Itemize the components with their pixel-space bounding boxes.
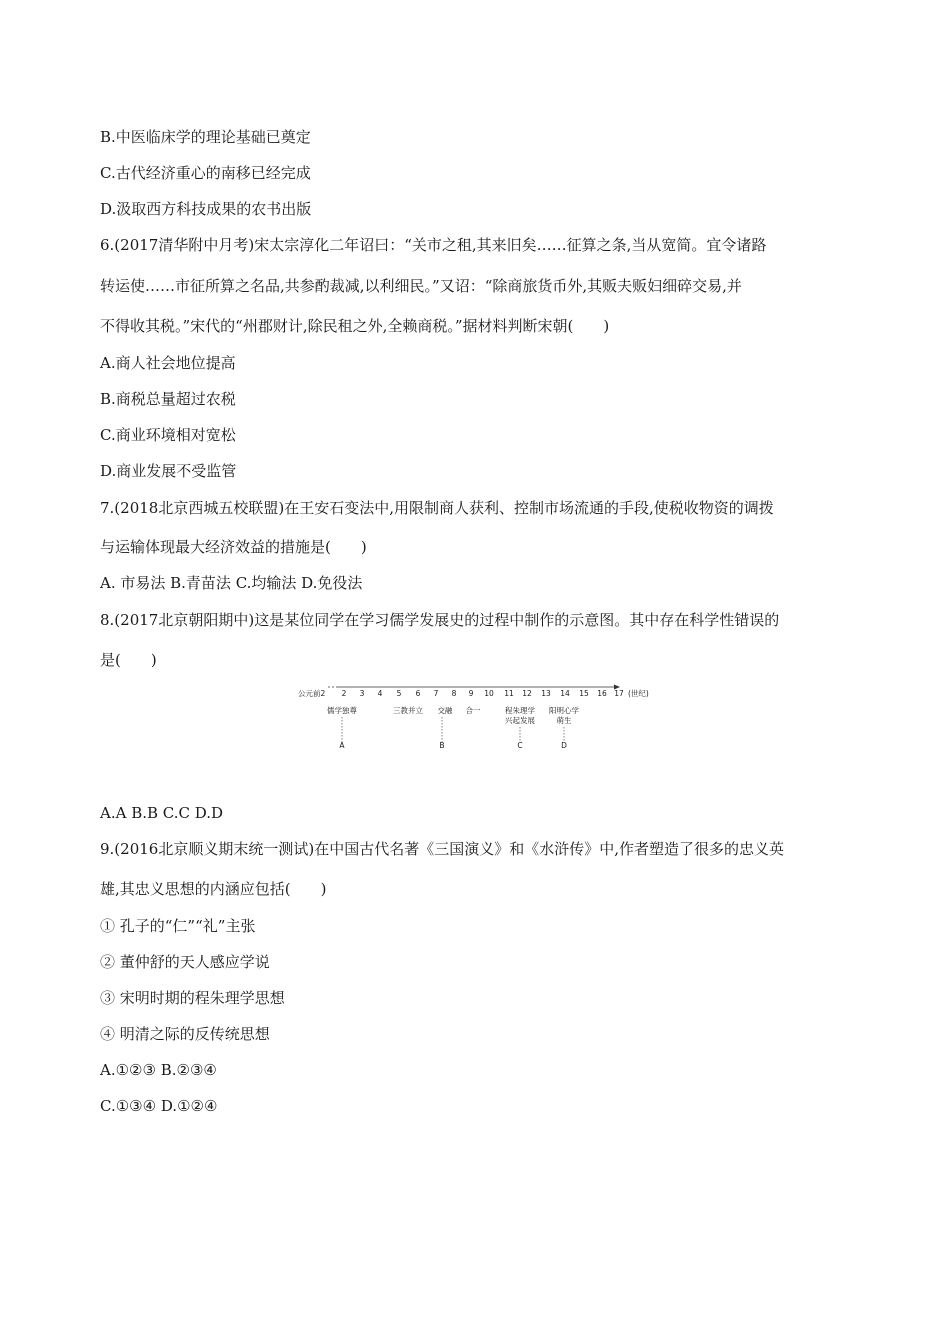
timeline-event-label: 合一 [465,706,481,715]
q6-stem-line-2: 转运使……市征所算之名品,共参酌裁减,以利细民。”又诏：“除商旅货币外,其贩夫贩妇细碎交易,并 [100,277,742,295]
q6-option-d: D.商业发展不受监管 [100,462,237,480]
q9-options-row-2: C.①③④ D.①②④ [100,1097,218,1115]
timeline-event-label: 儒学独尊 [327,706,357,715]
timeline-tick-label: 8 [451,689,457,698]
timeline-tick-label: 6 [415,689,421,698]
q9-options-row-1: A.①②③ B.②③④ [100,1061,217,1079]
q7-stem-line-2: 与运输体现最大经济效益的措施是( ) [100,538,367,556]
q8-options: A.A B.B C.C D.D [100,804,224,822]
timeline-event-label: 阳明心学 [549,706,579,715]
timeline-tick-label: 17 [614,689,624,698]
timeline-tick-label: 14 [560,689,570,698]
timeline-event-label-line-2: 兴起发展 [505,716,535,725]
q5-option-d: D.汲取西方科技成果的农书出版 [100,200,312,218]
q8-stem-line-2: 是( ) [100,651,157,669]
timeline-tick-label: 16 [597,689,607,698]
timeline-event-label: 交融 [437,706,453,715]
timeline-tick-label: 3 [359,689,365,698]
timeline-tick-label: 5 [396,689,402,698]
timeline-event-label: 三教并立 [393,706,423,715]
q5-option-c: C.古代经济重心的南移已经完成 [100,164,311,182]
q9-stem-line-1: 9.(2016北京顺义期末统一测试)在中国古代名著《三国演义》和《水浒传》中,作者塑造了很多的忠义英 [100,840,784,858]
q9-item-2: ② 董仲舒的天人感应学说 [100,953,270,971]
q6-option-a: A.商人社会地位提高 [100,354,236,372]
timeline-event-label: 程朱理学 [505,706,535,715]
q9-stem-line-2: 雄,其忠义思想的内涵应包括( ) [100,880,327,898]
timeline-tick-label: 15 [579,689,589,698]
timeline-tick-label: 12 [522,689,532,698]
timeline-tick-label: 10 [484,689,494,698]
timeline-tick-label: 4 [377,689,383,698]
q7-stem-line-1: 7.(2018北京西城五校联盟)在王安石变法中,用限制商人获利、控制市场流通的手段,使税收物资的调拨 [100,499,774,517]
timeline-unit-label: (世纪) [628,689,649,698]
q6-option-b: B.商税总量超过农税 [100,390,236,408]
q8-stem-line-1: 8.(2017北京朝阳期中)这是某位同学在学习儒学发展史的过程中制作的示意图。其中存在科学性错误的 [100,611,780,629]
confucianism-timeline-diagram [296,680,656,760]
timeline-event-marker: D [561,741,567,750]
timeline-tick-label: 7 [433,689,439,698]
timeline-event-label-line-2: 萌生 [556,716,572,725]
q9-item-3: ③ 宋明时期的程朱理学思想 [100,989,285,1007]
q6-stem-line-3: 不得收其税。”宋代的“州郡财计,除民租之外,全赖商税。”据材料判断宋朝( ) [100,317,610,335]
q9-item-1: ① 孔子的“仁”“礼”主张 [100,917,256,935]
q6-stem-line-1: 6.(2017清华附中月考)宋太宗淳化二年诏曰：“关市之租,其来旧矣……征算之条,当从宽简。宜令诸路 [100,236,767,254]
q9-item-4: ④ 明清之际的反传统思想 [100,1025,270,1043]
q7-options: A. 市易法 B.青苗法 C.均输法 D.免役法 [100,574,363,592]
timeline-tick-label: 11 [504,689,514,698]
timeline-start-label: 公元前2 [298,689,326,698]
q5-option-b: B.中医临床学的理论基础已奠定 [100,128,311,146]
timeline-event-marker: A [339,741,345,750]
timeline-tick-label: 2 [341,689,347,698]
q6-option-c: C.商业环境相对宽松 [100,426,236,444]
timeline-tick-label: 13 [541,689,551,698]
timeline-event-marker: B [439,741,445,750]
timeline-event-marker: C [517,741,523,750]
timeline-tick-label: 9 [468,689,474,698]
